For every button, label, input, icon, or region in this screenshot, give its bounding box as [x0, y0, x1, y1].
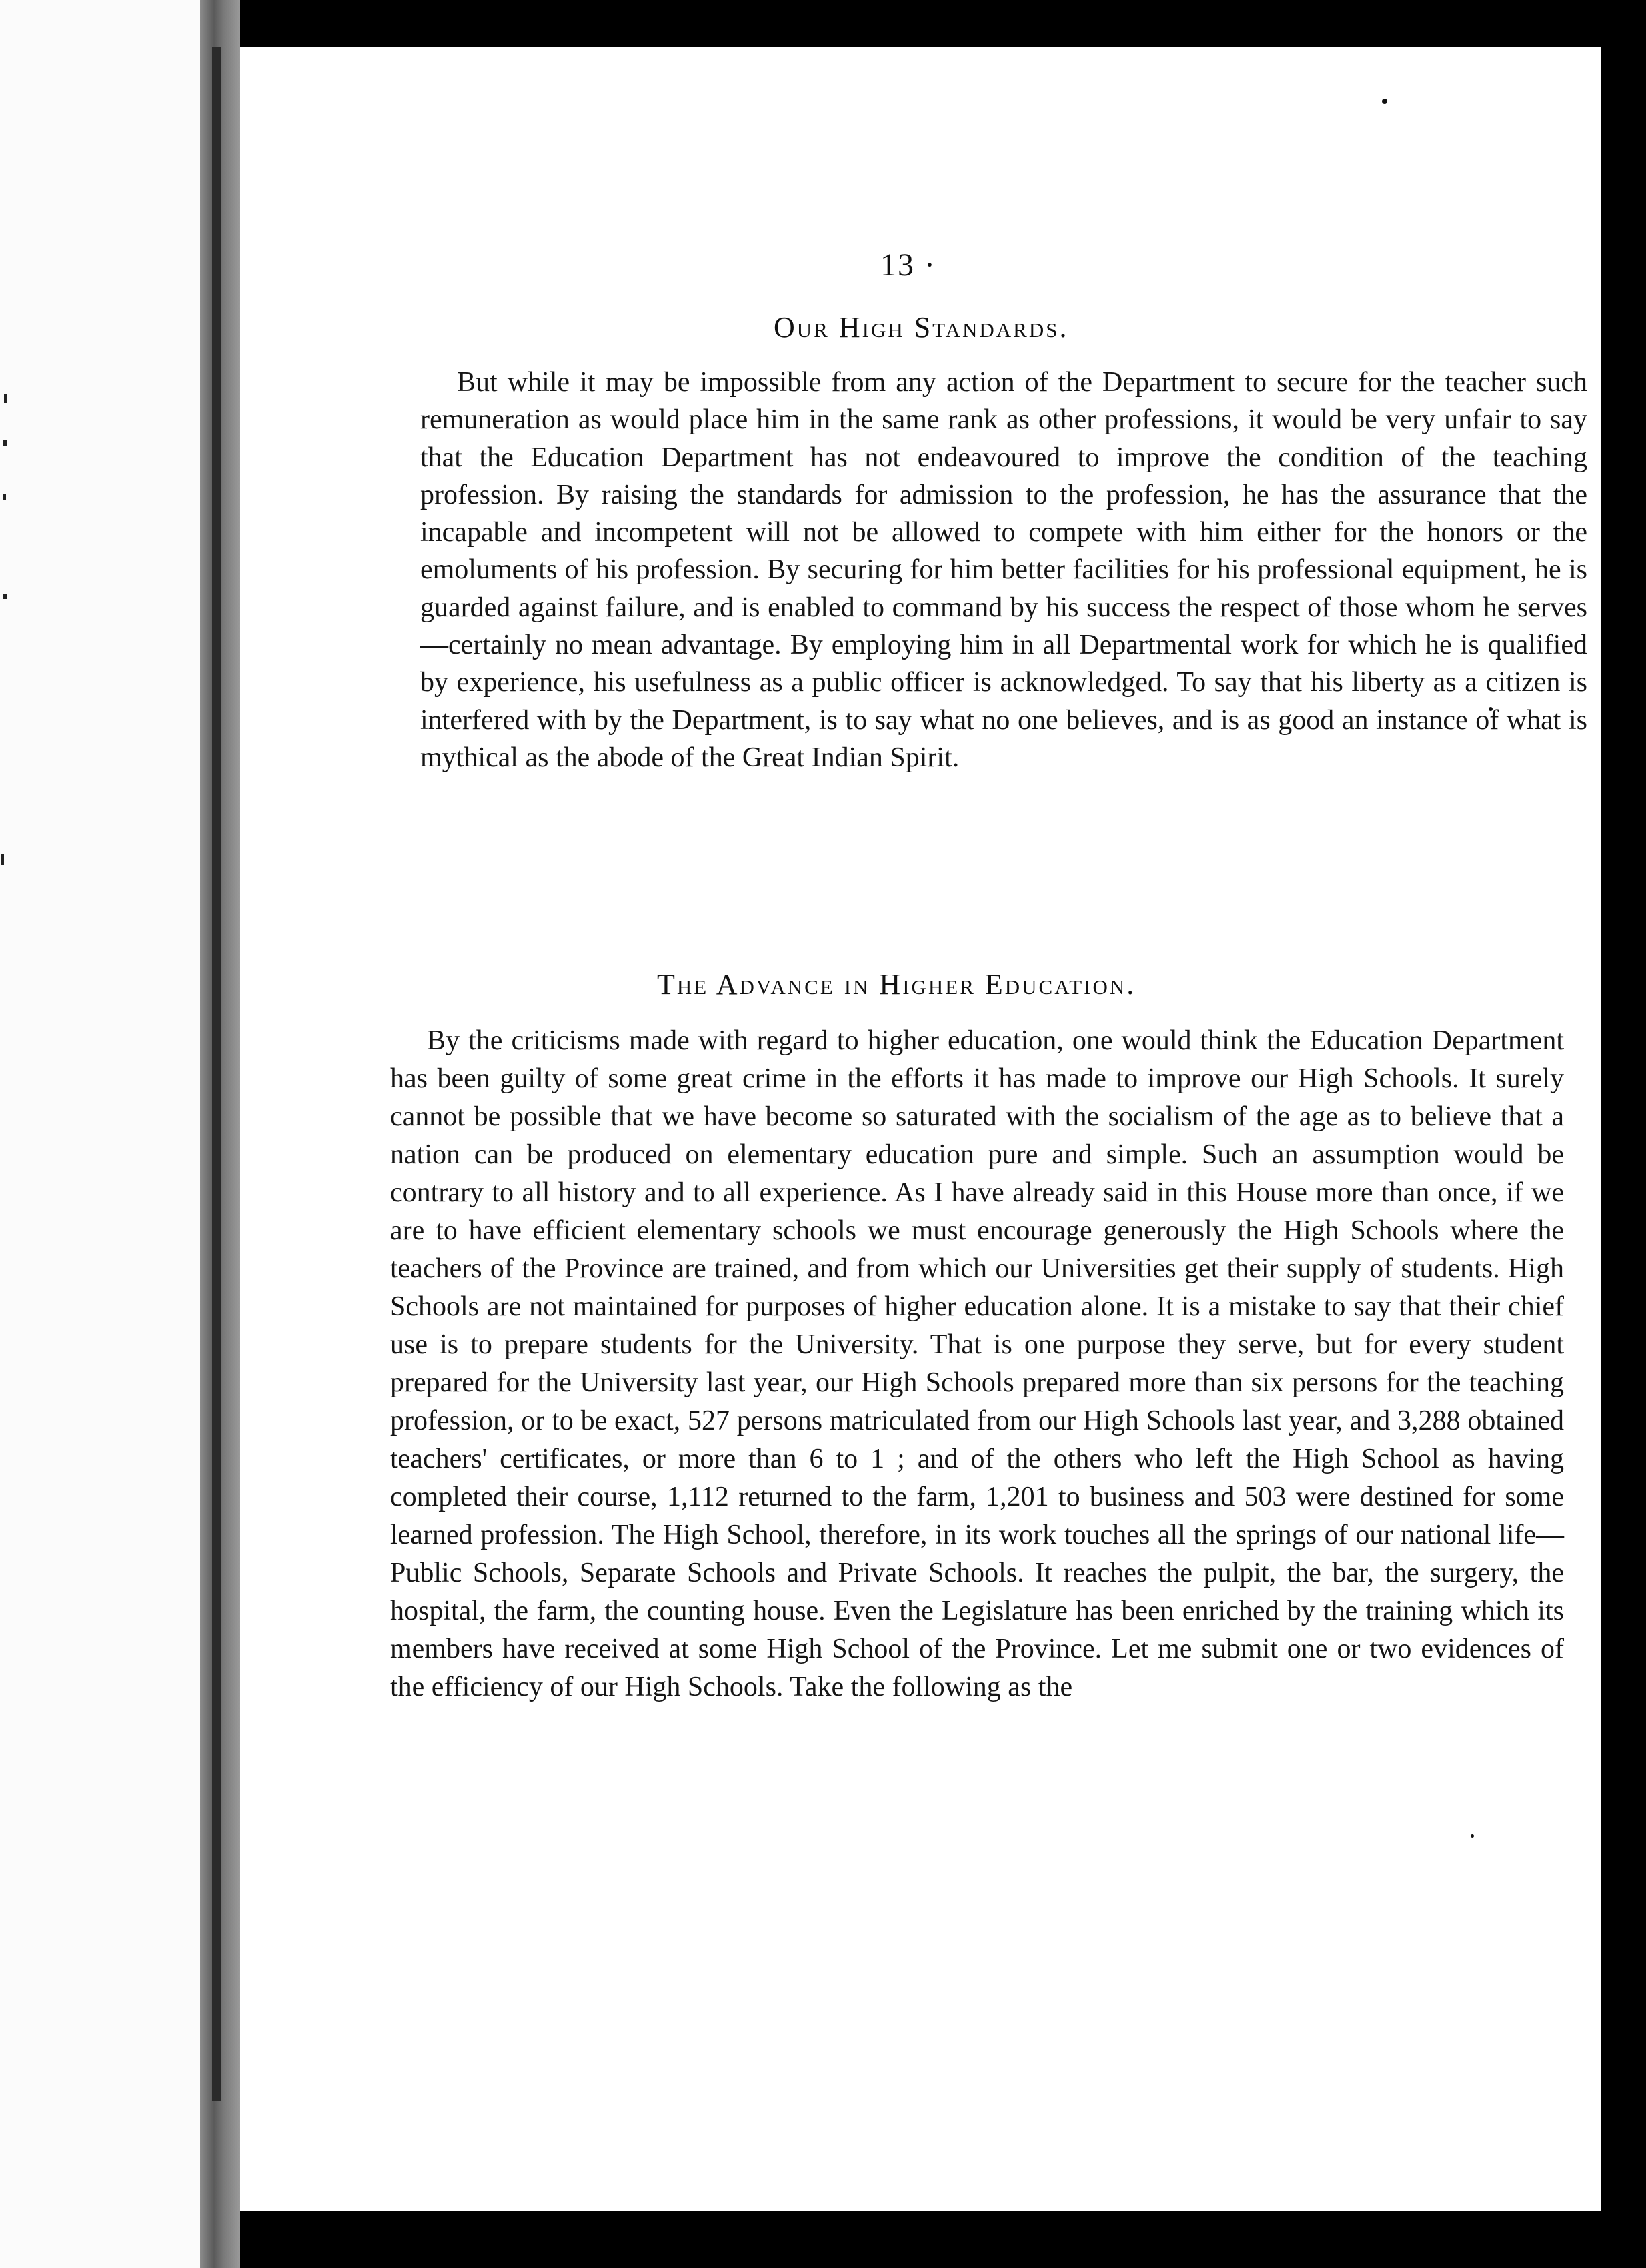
margin-mark [3, 594, 7, 599]
paragraph-higher-education: By the criticisms made with regard to higher education, one would think the Education Department has been guilty of some great crime in the efforts it has made to improve our High Schools. It surely cannot be possible that we have become so saturated with the socialism of the age as to believe that a nation can be produced on elementary education pure and simple. Such an assumption would be contrary to all history and to all experience. As I have already said in this House more than once, if we are to have efficient elementary schools we must encourage generously the High Schools where the teachers of the Province are trained, and from which our Universities get their supply of students. High Schools are not maintained for purposes of higher education alone. It is a mistake to say that their chief use is to prepare students for the University. That is one purpose they serve, but for every student prepared for the University last year, our High Schools prepared more than six persons for the teaching profession, or to be exact, 527 persons matriculated from our High Schools last year, and 3,288 obtained teachers' certificates, or more than 6 to 1 ; and of the others who left the High School as having completed their course, 1,112 returned to the farm, 1,201 to business and 503 were destined for some learned profession. The High School, therefore, in its work touches all the springs of our national life—Public Schools, Separate Schools and Private Schools. It reaches the pulpit, the bar, the surgery, the hospital, the farm, the counting house. Even the Legislature has been enriched by the training which its members have received at some High School of the Province. Let me submit one or two evidences of the efficiency of our High Schools. Take the following as the [390, 1025, 1564, 1702]
binding-shadow [212, 47, 221, 2101]
speck [1382, 99, 1387, 104]
speck [1471, 1834, 1474, 1838]
margin-mark [4, 394, 7, 403]
paragraph-high-standards: But while it may be impossible from any action of the Department to secure for the teacher such remuneration as would place him in the same rank as other professions, it would be very unfair to say that the Education Department has not endeavoured to improve the condition of the teaching profession. By raising the standards for admission to the profession, he has the assurance that the incapable and incompetent will not be allowed to compete with him either for the honors or the emoluments of his profession. By securing for him better facilities for his professional equipment, he is guarded against failure, and is enabled to command by his success the respect of those whom he serves—certainly no mean advantage. By employing him in all Departmental work for which he is qualified by experience, his usefulness as a public officer is acknowledged. To say that his liberty as a citizen is interfered with by the Department, is to say what no one believes, and is as good an instance of what is mythical as the abode of the Great Indian Spirit. [420, 367, 1587, 773]
page-number: 13 · [880, 247, 936, 283]
margin-mark [3, 494, 6, 500]
book-page [240, 47, 1601, 2211]
section-heading-high-standards: Our High Standards. [774, 311, 1069, 344]
section-heading-higher-education: The Advance in Higher Education. [657, 968, 1136, 1001]
margin-mark [3, 440, 7, 446]
left-page-edge [0, 0, 200, 2268]
margin-mark [1, 854, 4, 865]
